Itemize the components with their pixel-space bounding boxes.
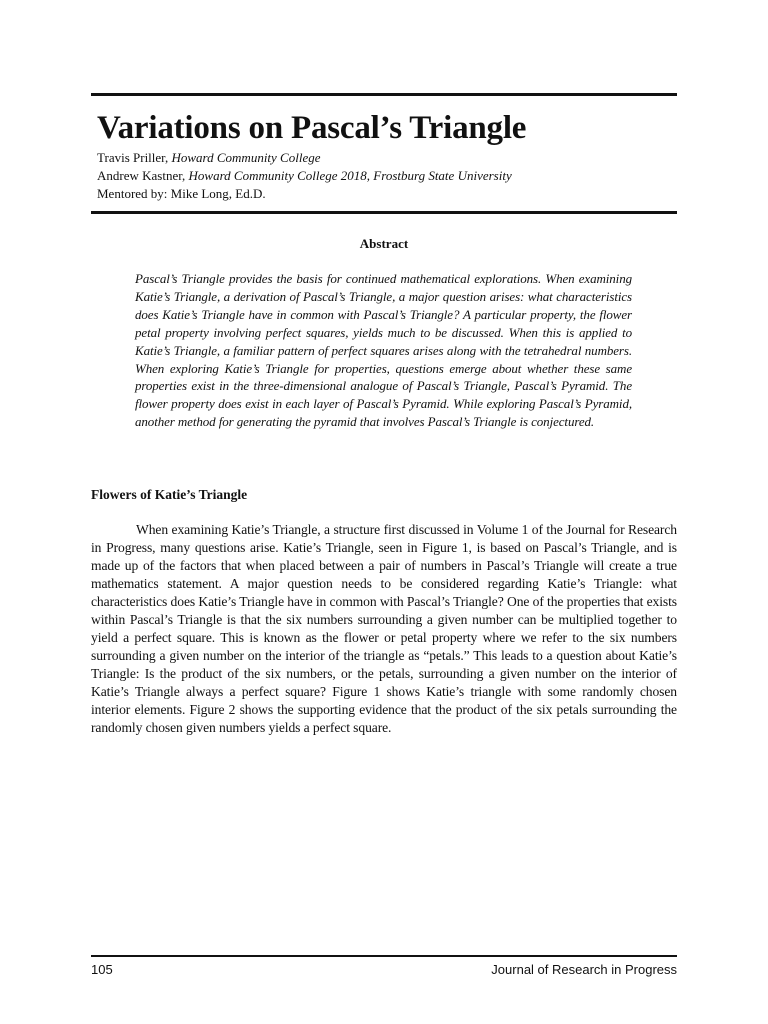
author-line	[97, 167, 512, 185]
author-line	[97, 149, 512, 167]
header-bottom-rule	[91, 211, 677, 214]
top-rule	[91, 93, 677, 96]
abstract-body: Pascal’s Triangle provides the basis for continued mathematical explorations. When examining Katie’s Triangle, a derivation of Pascal’s Triangle, a major question arises: what characteristics does Katie’s Triangle have in common with Pascal’s Triangle? A particular property, the flower petal property involving perfect squares, yields much to be discussed. When this is applied to Katie’s Triangle, a familiar pattern of perfect squares arises along with the tetrahedral numbers. When exploring Katie’s Triangle for properties, questions emerge about whether these same properties exist in the three-dimensional analogue of Pascal’s Triangle, Pascal’s Pyramid. The flower property does exist in each layer of Pascal’s Pyramid. While exploring Pascal’s Pyramid, another method for generating the pyramid that involves Pascal’s Triangle is conjectured.	[135, 271, 632, 430]
page-number: 105	[91, 962, 113, 977]
section-body: When examining Katie’s Triangle, a structure first discussed in Volume 1 of the Journal for Research in Progress, many questions arise. Katie’s Triangle, seen in Figure 1, is based on Pascal’s Triangle, and is made up of the factors that when placed between a pair of numbers in Pascal’s Triangle will create a true mathematics statement. A major question needs to be considered regarding Katie’s Triangle: what characteristics does Katie’s Triangle have in common with Pascal’s Triangle? One of the properties that exists within Pascal’s Triangle is that the six numbers surrounding a given number can be multiplied together to yield a perfect square. This is known as the flower or petal property where we refer to the six numbers surrounding a given number on the interior of the triangle as “petals.” This leads to a question about Katie’s Triangle: Is the product of the six numbers, or the petals, surrounding a given number on the interior of Katie’s Triangle always a perfect square? Figure 1 shows Katie’s triangle with some randomly chosen interior elements. Figure 2 shows the supporting evidence that the product of the six petals surrounding the randomly chosen given numbers yields a perfect square.	[91, 522, 677, 735]
abstract-heading: Abstract	[359, 236, 409, 251]
author-name: Andrew Kastner,	[97, 168, 189, 183]
author-block	[97, 149, 512, 203]
section-heading: Flowers of Katie’s Triangle	[91, 487, 248, 502]
paper-title: Variations on Pascal’s Triangle	[97, 110, 527, 146]
mentor-line: Mentored by: Mike Long, Ed.D.	[97, 186, 266, 201]
author-affiliation: Howard Community College 2018, Frostburg State University	[188, 168, 512, 183]
footer-rule	[91, 955, 677, 957]
author-affiliation: Howard Community College	[171, 150, 321, 165]
author-name: Travis Priller,	[97, 150, 172, 165]
journal-name: Journal of Research in Progress	[491, 962, 677, 977]
